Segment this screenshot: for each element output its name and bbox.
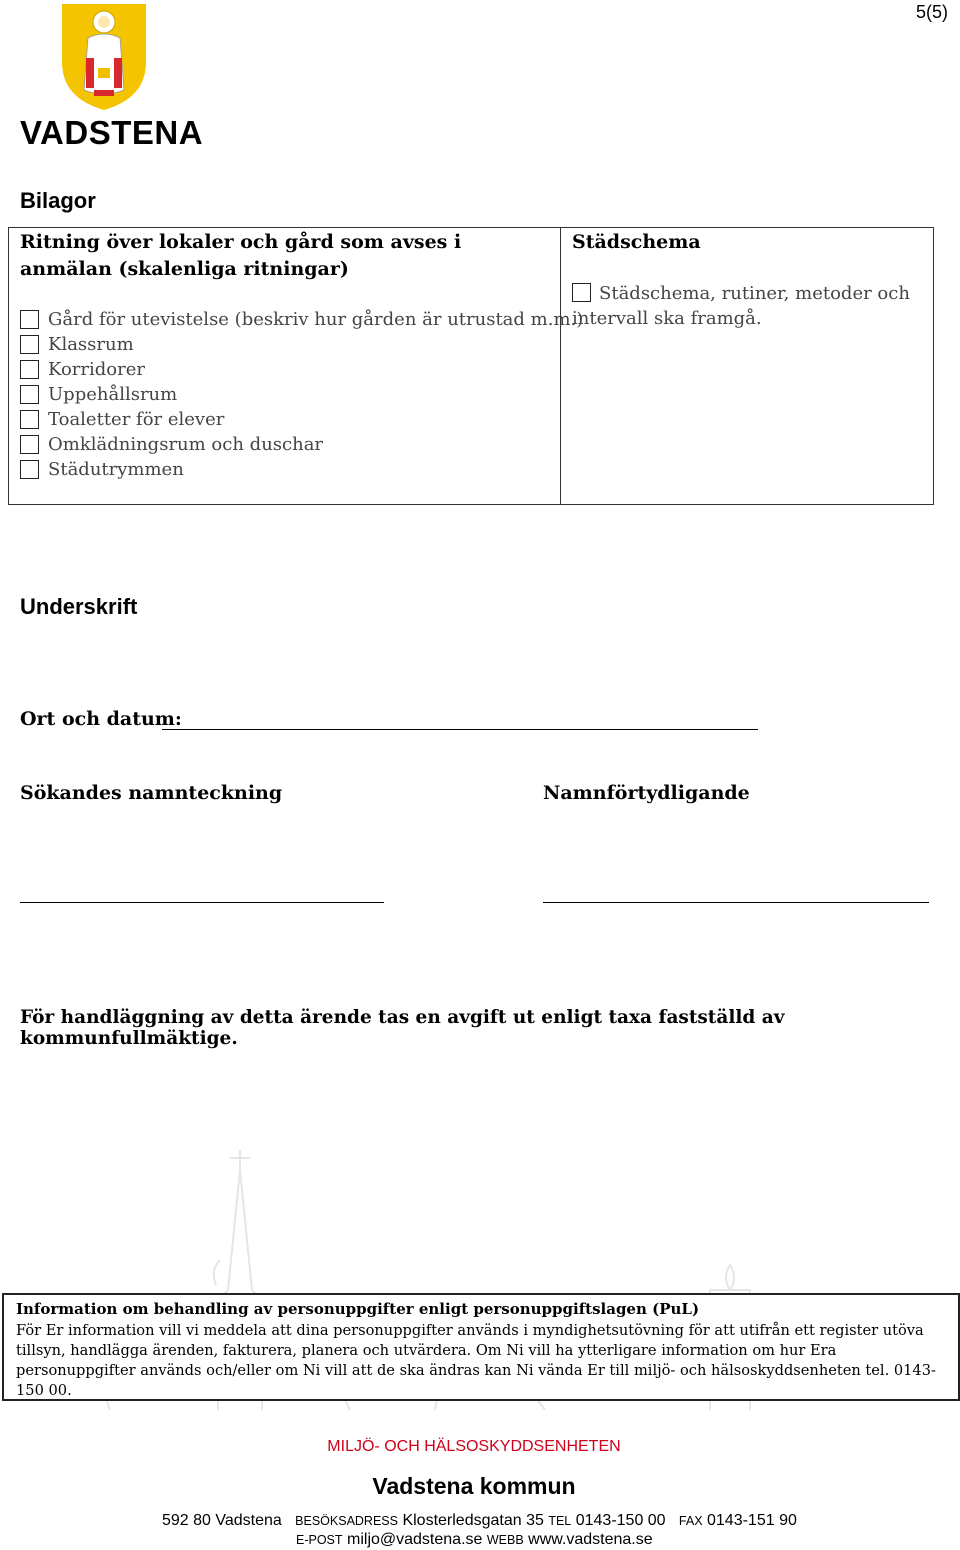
attachments-heading: Bilagor: [20, 188, 96, 213]
checkbox[interactable]: [20, 360, 39, 379]
name-clarification-label: Namnförtydligande: [543, 782, 750, 804]
tel-number: 0143-150 00: [575, 1512, 666, 1529]
checkbox[interactable]: [20, 410, 39, 429]
checklist-item-label: Toaletter för elever: [48, 409, 225, 430]
checklist-item[interactable]: [20, 432, 583, 457]
checklist-item[interactable]: [20, 382, 583, 407]
checklist-item-label: Klassrum: [48, 334, 134, 355]
applicant-signature-field[interactable]: [20, 902, 384, 903]
checkbox[interactable]: [20, 460, 39, 479]
cleaning-schedule-heading: Städschema: [572, 231, 701, 253]
tel-label: TEL: [548, 1514, 572, 1528]
checklist-item[interactable]: [20, 307, 583, 332]
checkbox[interactable]: [20, 335, 39, 354]
fee-note: För handläggning av detta ärende tas en avgift ut enligt taxa fastställd av kommunfullmäktige.: [20, 1007, 785, 1049]
cleaning-schedule-item[interactable]: [572, 281, 922, 331]
visit-address: Klosterledsgatan 35: [402, 1512, 544, 1529]
logo-wordmark: VADSTENA: [20, 114, 204, 151]
organization-name: Vadstena kommun: [372, 1473, 576, 1499]
place-date-field[interactable]: [162, 729, 758, 730]
visit-address-label: BESÖKSADRESS: [295, 1514, 398, 1528]
drawings-heading: Ritning över lokaler och gård som avses i anmälan (skalenliga ritningar): [20, 231, 462, 280]
checklist-item-label: Städutrymmen: [48, 459, 184, 480]
checkbox[interactable]: [20, 435, 39, 454]
web-label: WEBB: [486, 1533, 524, 1547]
checklist-item-label: Uppehållsrum: [48, 384, 178, 405]
place-date-label: Ort och datum:: [20, 708, 182, 730]
pul-text: För Er information vill vi meddela att dina personuppgifter används i myndighetsutövning för att utifrån ett register utöva tillsyn, handlägga ärenden, fakturera, planera och utvärdera. Om Ni vill ha ytterligare information om hur Era personuppgifter används och/eller om Ni vill att de ska ändras kan Ni vända Er till miljö- och hälsoskyddsenheten tel. 0143-150 00.: [16, 1322, 936, 1399]
checklist-item[interactable]: [20, 407, 583, 432]
footer-address-line: [162, 1512, 797, 1530]
checklist-item[interactable]: [20, 457, 583, 482]
signature-heading: Underskrift: [20, 594, 138, 619]
web-link[interactable]: www.vadstena.se: [528, 1531, 653, 1548]
fax-label: FAX: [678, 1514, 703, 1528]
vadstena-coat-of-arms-logo: [60, 2, 148, 112]
checklist-item-label: Gård för utevistelse (beskriv hur gården är utrustad m.m.): [48, 309, 584, 330]
pul-title: Information om behandling av personuppgifter enligt personuppgiftslagen (PuL): [16, 1300, 700, 1318]
checklist-item-label: Omklädningsrum och duschar: [48, 434, 324, 455]
fax-number: 0143-151 90: [707, 1512, 797, 1529]
drawings-checklist: [20, 307, 583, 482]
name-clarification-field[interactable]: [543, 902, 929, 903]
checklist-item-label: Korridorer: [48, 359, 145, 380]
checkbox[interactable]: [20, 385, 39, 404]
email-label: E-POST: [296, 1533, 343, 1547]
email-link[interactable]: miljo@vadstena.se: [347, 1531, 483, 1548]
applicant-signature-label: Sökandes namnteckning: [20, 782, 283, 804]
attachments-right-box: [560, 227, 934, 505]
checklist-item[interactable]: [20, 357, 583, 382]
checkbox[interactable]: [572, 283, 591, 302]
checklist-item[interactable]: [20, 332, 583, 357]
checkbox[interactable]: [20, 310, 39, 329]
postal-address: 592 80 Vadstena: [162, 1512, 282, 1529]
cleaning-schedule-item-label: Städschema, rutiner, metoder och intervall ska framgå.: [572, 283, 910, 329]
footer-contact-line: [296, 1531, 653, 1549]
page-number: 5(5): [915, 2, 948, 22]
department-name: MILJÖ- OCH HÄLSOSKYDDSENHETEN: [327, 1438, 621, 1455]
